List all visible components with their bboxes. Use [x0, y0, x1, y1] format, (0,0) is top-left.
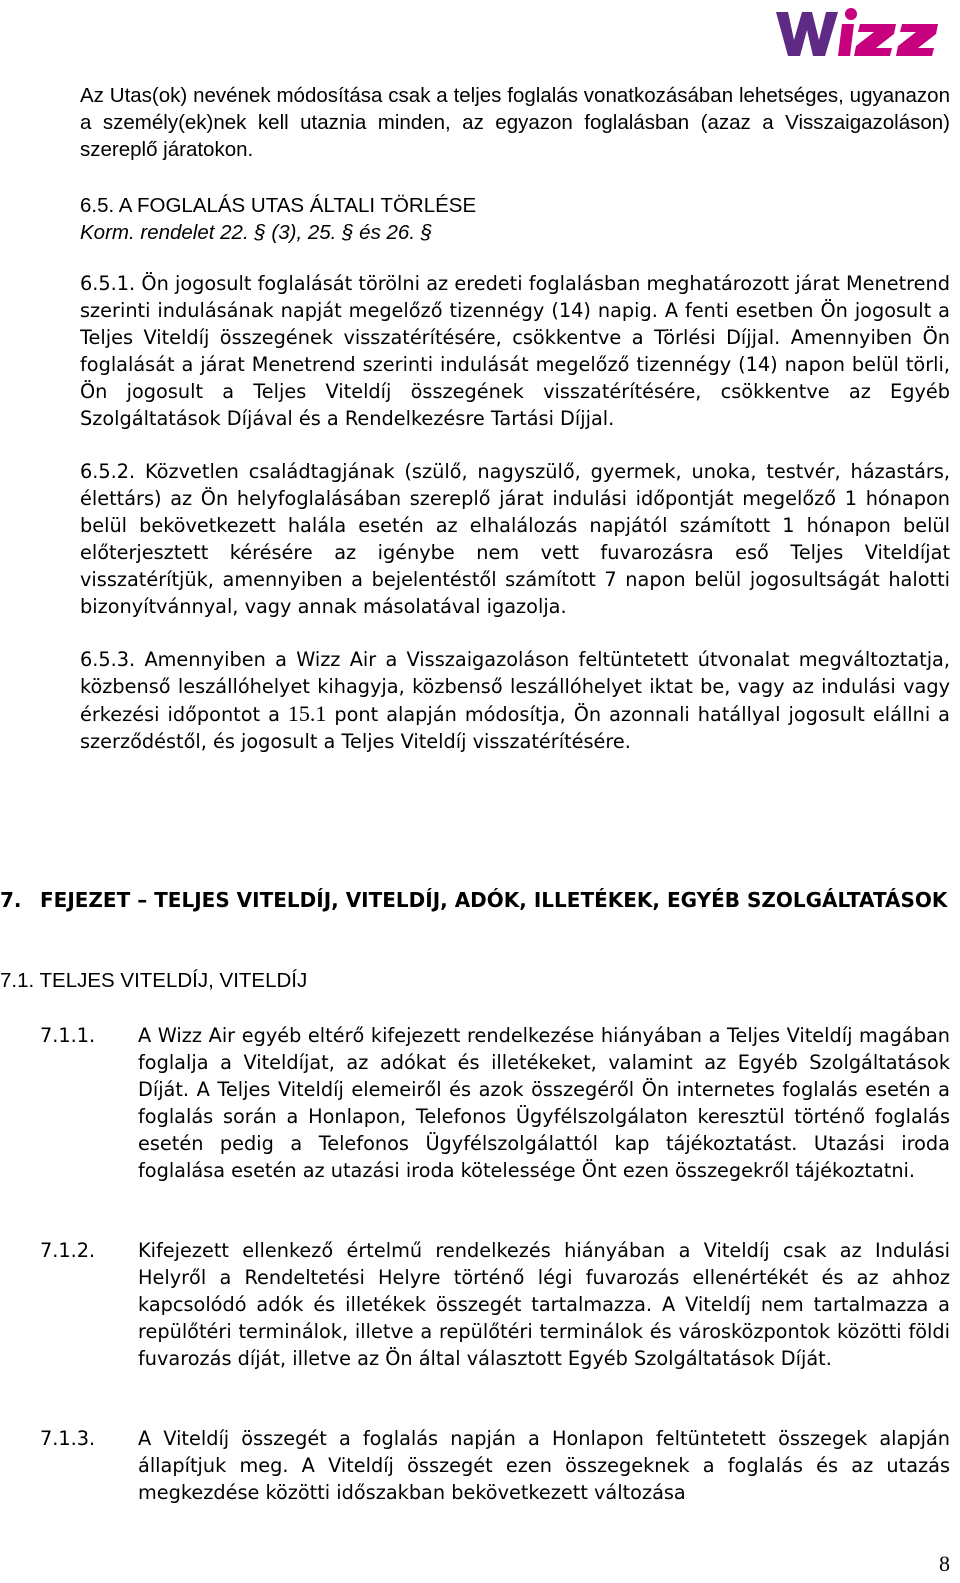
paragraph-6-5-3-after: pont alapján módosítja, Ön azonnali hatállyal jogosult elállni a szerződéstől, és jogosult a Teljes Viteldíj visszatérítésére.	[80, 703, 950, 753]
item-number: 7.1.1.	[40, 1024, 96, 1047]
list-item	[40, 1237, 950, 1372]
section-6-5-heading: 6.5. A FOGLALÁS UTAS ÁLTALI TÖRLÉSE	[80, 194, 477, 217]
page-body	[80, 82, 950, 755]
chapter-title: FEJEZET – TELJES VITELDÍJ, VITELDÍJ, ADÓK, ILLETÉKEK, EGYÉB SZOLGÁLTATÁSOK	[40, 888, 948, 912]
item-text: A Wizz Air egyéb eltérő kifejezett rendelkezése hiányában a Teljes Viteldíj magában foglalja a Viteldíjat, az adókat és illetékeket, valamint az Egyéb Szolgáltatások Díját. A Teljes Viteldíj elemeiről és azok összegéről Ön internetes foglalás esetén a foglalás során a Honlapon, Telefonos Ügyfélszolgálaton keresztül történő foglalás esetén pedig a Telefonos Ügyfélszolgálattól kap tájékoztatást. Utazási iroda foglalása esetén az utazási iroda kötelessége Önt ezen összegekről tájékoztatni.	[138, 1024, 950, 1182]
chapter-number: 7.	[0, 888, 22, 912]
cross-reference-link: 15.1	[287, 701, 327, 726]
item-text: Kifejezett ellenkező értelmű rendelkezés hiányában a Viteldíj csak az Indulási Helyről a Rendeltetési Helyre történő légi fuvarozás ellenértékét és az ahhoz kapcsolódó adók és illetékek összegét tartalmazza. A Viteldíj nem tartalmazza a repülőtéri terminálok, illetve a repülőtéri terminálok és városközpontok közötti földi fuvarozás díját, illetve az Ön által választott Egyéb Szolgáltatások Díját.	[138, 1239, 950, 1370]
wizz-logo	[772, 4, 950, 64]
section-7-1-heading: 7.1. TELJES VITELDÍJ, VITELDÍJ	[0, 969, 308, 992]
item-text: A Viteldíj összegét a foglalás napján a Honlapon feltüntetett összegek alapján állapítjuk meg. A Viteldíj összegét ezen összegeknek a foglalás és az utazás megkezdése közötti időszakban bekövetkezett változása	[138, 1427, 950, 1504]
paragraph-6-5-2: 6.5.2. Közvetlen családtagjának (szülő, nagyszülő, gyermek, unoka, testvér, házastárs, élettárs) az Ön helyfoglalásában szereplő járat indulási időpontját megelőző 1 hónapon belül bekövetkezett halála esetén az elhalálozás napjától számított 1 hónapon belül előterjesztett kérésére az igénybe nem vett fuvarozásra eső Teljes Viteldíjat visszatérítjük, amennyiben a bejelentéstől számított 7 napon belül jogosultságát halotti bizonyítvánnyal, vagy annak másolatával igazolja.	[80, 460, 950, 618]
paragraph-6-5-3-before: 6.5.3. Amennyiben a Wizz Air a Visszaigazoláson feltüntetett útvonalat megváltoztatja, közbenső leszállóhelyet kihagyja, közbenső leszállóhelyet iktat be, vagy az indulási vagy érkezési időpontot a	[80, 648, 950, 726]
chapter-7-heading	[0, 887, 950, 914]
section-6-5-reference: Korm. rendelet 22. § (3), 25. § és 26. §	[80, 221, 433, 244]
item-number: 7.1.3.	[40, 1427, 96, 1450]
intro-paragraph: Az Utas(ok) nevének módosítása csak a teljes foglalás vonatkozásában lehetséges, ugyanazon a személy(ek)nek kell utaznia minden, az egyazon foglalásban (azaz a Visszaigazoláson) szereplő járatokon.	[80, 84, 950, 161]
wizz-logo-icon	[772, 4, 950, 64]
list-item	[40, 1022, 950, 1184]
item-number: 7.1.2.	[40, 1239, 96, 1262]
page-number: 8	[939, 1551, 950, 1576]
paragraph-6-5-1: 6.5.1. Ön jogosult foglalását törölni az eredeti foglalásban meghatározott járat Menetrend szerinti indulásának napját megelőző tizennégy (14) napig. A fenti esetben Ön jogosult a Teljes Viteldíj összegének visszatérítésére, csökkentve a Törlési Díjjal. Amennyiben Ön foglalását a járat Menetrend szerinti indulását megelőző tizennégy (14) napon belül törli, Ön jogosult a Teljes Viteldíj összegének visszatérítésére, csökkentve az Egyéb Szolgáltatások Díjával és a Rendelkezésre Tartási Díjjal.	[80, 272, 950, 430]
list-item	[40, 1425, 950, 1506]
paragraph-6-5-3	[80, 646, 950, 755]
